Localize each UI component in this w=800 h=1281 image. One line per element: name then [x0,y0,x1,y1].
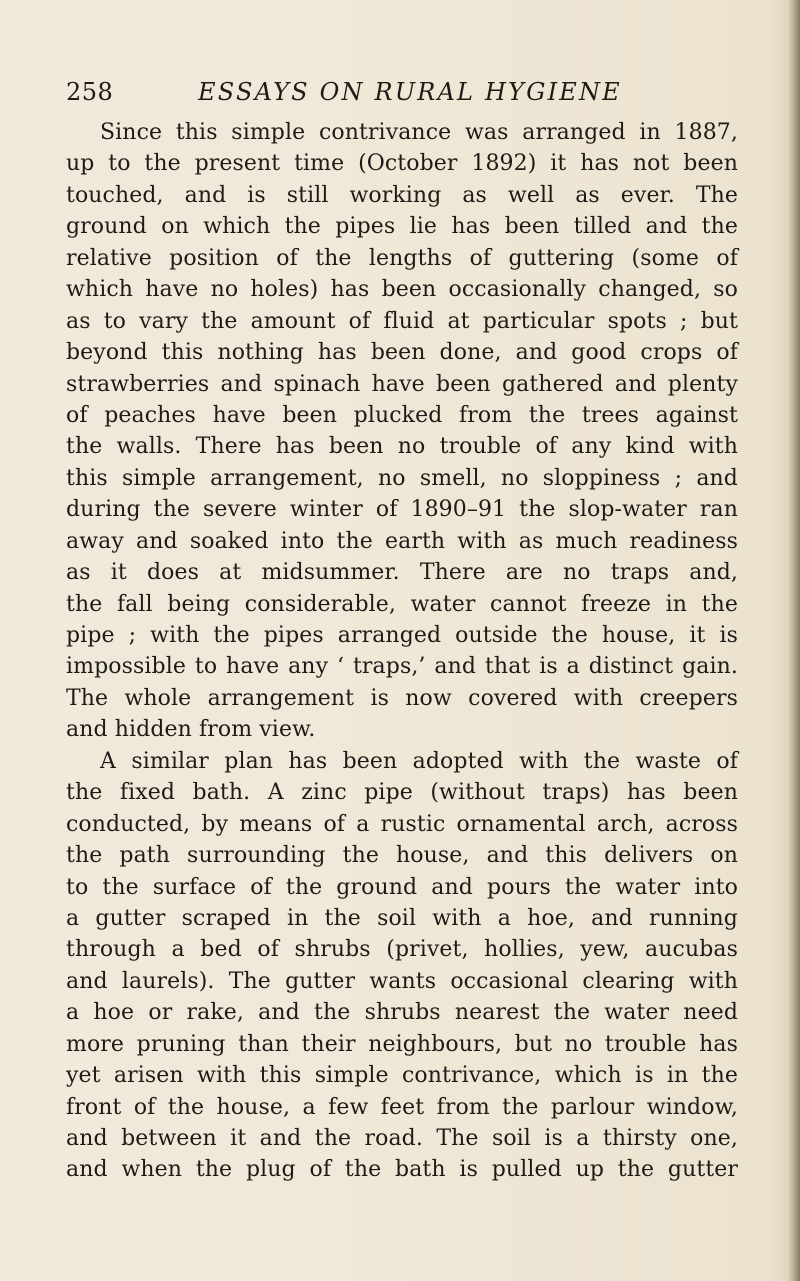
text-line: front of the house, a few feet from the parlour window, [66,1094,738,1120]
text-line: ground on which the pipes lie has been tilled and the [66,214,738,240]
text-line: strawberries and spinach have been gathered and plenty [66,371,738,397]
text-line: impossible to have any ‘ traps,’ and that is a distinct gain. [66,654,738,680]
page-header [66,78,736,112]
text-line: a hoe or rake, and the shrubs nearest the water need [66,1000,738,1026]
text-line: Since this simple contrivance was arranged in 1887, [100,120,738,145]
text-line: a gutter scraped in the soil with a hoe, and running [66,905,738,931]
text-line: and laurels). The gutter wants occasional clearing with [66,968,738,994]
text-line: during the severe winter of 1890–91 the slop-water ran [66,497,738,523]
text-line: as it does at midsummer. There are no traps and, [66,560,738,586]
text-line: up to the present time (October 1892) it has not been [66,151,738,177]
text-line: pipe ; with the pipes arranged outside the house, it is [66,623,738,648]
text-line: relative position of the lengths of guttering (some of [66,245,738,271]
text-line: more pruning than their neighbours, but no trouble has [66,1031,738,1057]
text-line: the fixed bath. A zinc pipe (without traps) has been [66,780,738,806]
text-line: away and soaked into the earth with as much readiness [66,528,738,554]
text-line: and when the plug of the bath is pulled up the gutter [66,1157,738,1183]
text-line: this simple arrangement, no smell, no sloppiness ; and [66,465,738,491]
text-line: the fall being considerable, water cannot freeze in the [66,591,738,617]
page-binding-edge [788,0,800,1281]
text-line: and between it and the road. The soil is a thirsty one, [66,1126,738,1151]
text-line: and hidden from view. [66,717,316,743]
body-text [66,117,738,1186]
text-line: touched, and is still working as well as ever. The [66,182,738,208]
text-line: The whole arrangement is now covered with creepers [66,685,738,711]
text-line: of peaches have been plucked from the trees against [66,402,738,428]
text-line: the walls. There has been no trouble of any kind with [66,434,738,460]
running-title: ESSAYS ON RURAL HYGIENE [198,78,622,106]
page-number: 258 [66,78,114,106]
text-line: to the surface of the ground and pours the water into [66,874,738,900]
text-line: through a bed of shrubs (privet, hollies, yew, aucubas [66,937,738,963]
text-line: conducted, by means of a rustic ornamental arch, across [66,811,738,837]
text-line: beyond this nothing has been done, and good crops of [66,340,738,366]
text-line: which have no holes) has been occasionally changed, so [66,277,738,303]
text-line: yet arisen with this simple contrivance, which is in the [66,1063,738,1089]
text-line: A similar plan has been adopted with the waste of [100,748,738,774]
text-line: the path surrounding the house, and this delivers on [66,843,738,869]
text-line: as to vary the amount of fluid at particular spots ; but [66,308,738,334]
